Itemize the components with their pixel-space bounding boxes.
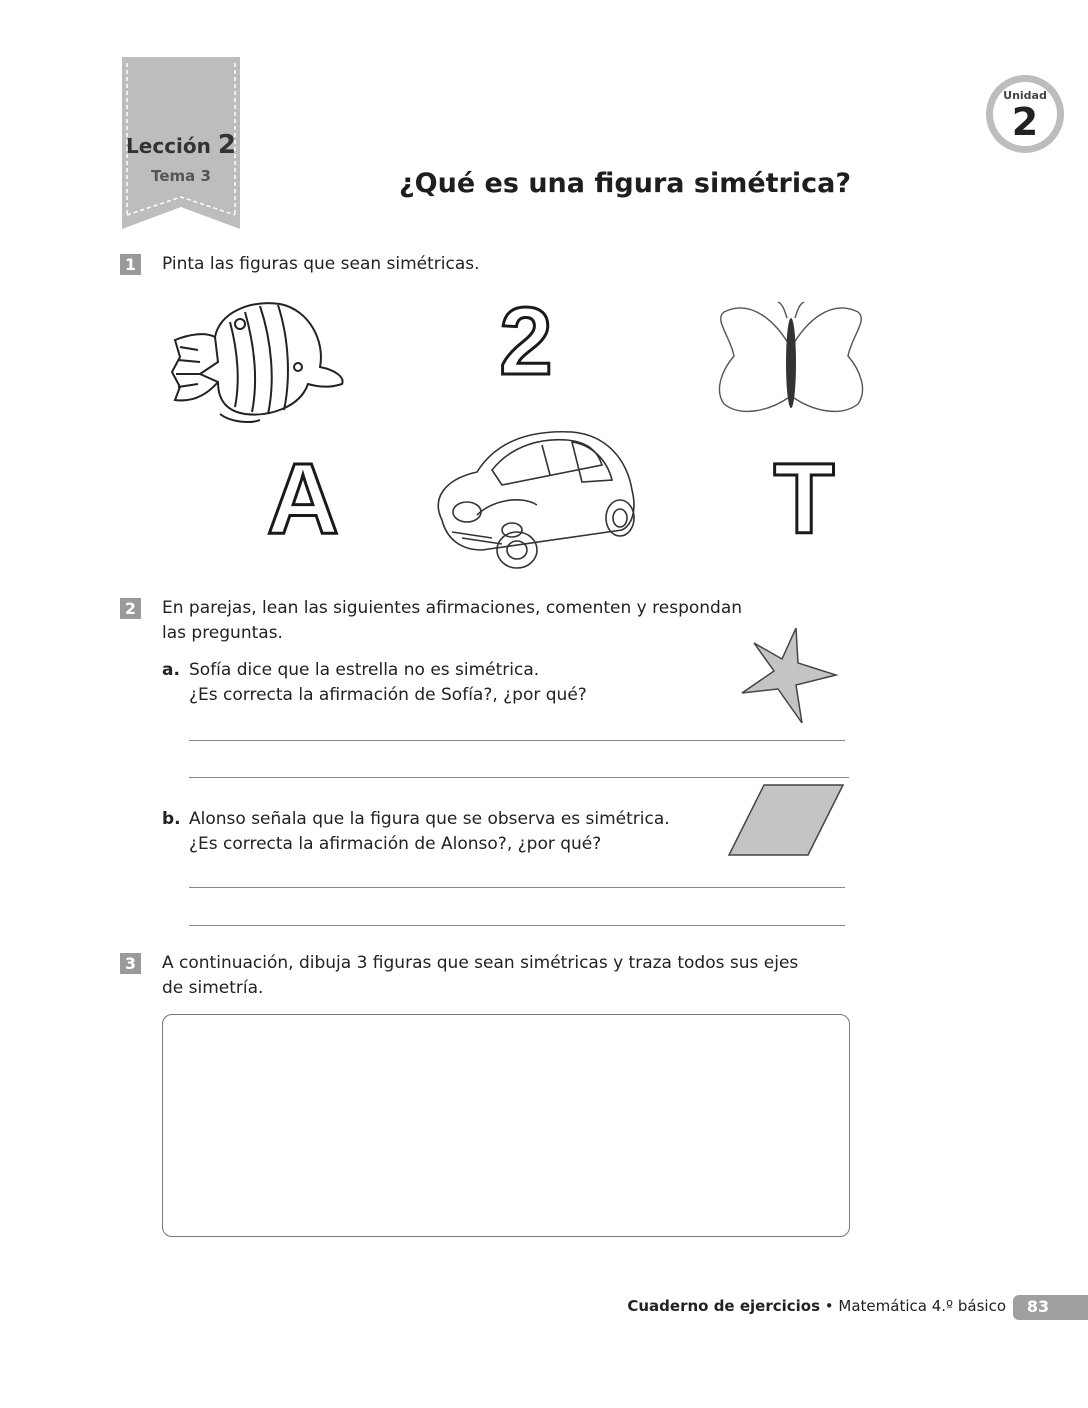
number-two-figure[interactable] — [486, 292, 566, 384]
lesson-label — [118, 130, 244, 160]
number-two-glyph: 2 — [499, 292, 553, 384]
footer-separator: • — [820, 1297, 839, 1315]
question-3-text-line2: de simetría. — [162, 978, 264, 998]
question-1-number: 1 — [120, 254, 141, 275]
footer-book: Cuaderno de ejercicios — [627, 1297, 821, 1315]
page-number: 83 — [1026, 1297, 1050, 1316]
letter-a-figure[interactable] — [262, 455, 344, 537]
butterfly-figure[interactable] — [712, 298, 870, 428]
page-title: ¿Qué es una figura simétrica? — [398, 168, 852, 199]
question-2-text-line2: las preguntas. — [162, 623, 283, 643]
fish-figure[interactable] — [160, 292, 350, 427]
question-1-text: Pinta las figuras que sean simétricas. — [162, 254, 480, 274]
drawing-area[interactable] — [162, 1014, 850, 1237]
letter-a-glyph: A — [266, 455, 340, 537]
question-3-text-line1: A continuación, dibuja 3 figuras que sean simétricas y traza todos sus ejes — [162, 953, 799, 973]
answer-line-a1[interactable] — [189, 740, 845, 741]
item-b-line1: Alonso señala que la figura que se observa es simétrica. — [189, 809, 670, 829]
footer-text — [560, 1297, 1006, 1315]
footer-subject: Matemática 4.º básico — [838, 1297, 1006, 1315]
item-b-label: b. — [162, 809, 181, 829]
lesson-word: Lección — [126, 134, 211, 158]
parallelogram-icon — [726, 783, 846, 857]
item-a-label: a. — [162, 660, 180, 680]
answer-line-b1[interactable] — [189, 887, 845, 888]
letter-t-figure[interactable] — [768, 455, 840, 537]
letter-t-glyph: T — [773, 455, 835, 537]
unit-label: Unidad — [1003, 89, 1047, 102]
question-2-text-line1: En parejas, lean las siguientes afirmaciones, comenten y respondan — [162, 598, 743, 618]
item-a-line1: Sofía dice que la estrella no es simétrica. — [189, 660, 540, 680]
lesson-number: 2 — [217, 130, 236, 160]
topic-label: Tema 3 — [151, 167, 211, 185]
answer-line-b2[interactable] — [189, 925, 845, 926]
car-figure[interactable] — [422, 420, 647, 570]
question-3-number: 3 — [120, 953, 141, 974]
item-a-line2: ¿Es correcta la afirmación de Sofía?, ¿por qué? — [189, 685, 587, 705]
answer-line-a2[interactable] — [189, 777, 849, 778]
question-2-number: 2 — [120, 598, 141, 619]
star-icon — [736, 623, 844, 729]
item-b-line2: ¿Es correcta la afirmación de Alonso?, ¿por qué? — [189, 834, 602, 854]
unit-number: 2 — [1011, 100, 1039, 144]
